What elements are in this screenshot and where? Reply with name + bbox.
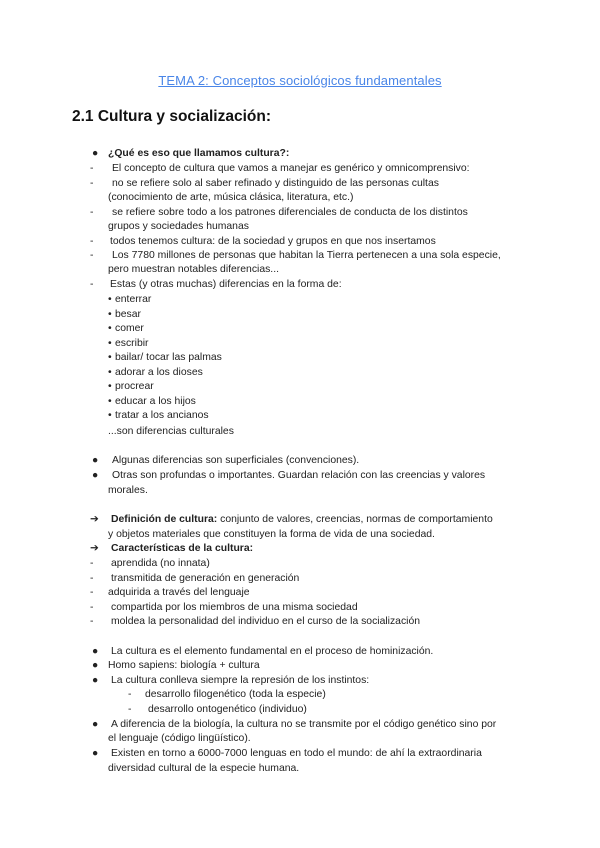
sub-list-item xyxy=(0,321,600,336)
list-item xyxy=(0,614,600,629)
bullet-marker: ● xyxy=(92,148,99,159)
sub-list-item-text: enterrar xyxy=(115,294,152,305)
definition-text: y objetos materiales que constituyen la forma de vida de una sociedad. xyxy=(108,529,435,540)
list-item-text: pero muestran notables diferencias... xyxy=(108,264,279,275)
sub-list-item-text: procrear xyxy=(115,381,154,392)
sub-list-item xyxy=(0,394,600,409)
sub-list-item xyxy=(0,365,600,380)
bullet-marker: ● xyxy=(92,748,99,759)
list-item xyxy=(0,746,600,761)
list-item-text: no se refiere solo al saber refinado y distinguido de las personas cultas xyxy=(112,178,439,189)
sub-list-item-text: desarrollo filogenético (toda la especie) xyxy=(145,689,326,700)
list-item xyxy=(0,161,600,176)
list-item-text: se refiere sobre todo a los patrones diferenciales de conducta de los distintos xyxy=(112,207,468,218)
sub-list-item-text: besar xyxy=(115,309,141,320)
definition-label: Definición de cultura: xyxy=(111,514,218,525)
question-heading: ¿Qué es eso que llamamos cultura?: xyxy=(108,148,290,159)
sub-list-item-text: desarrollo ontogenético (individuo) xyxy=(148,704,307,715)
dash-marker: - xyxy=(90,616,94,627)
small-bullet-marker: • xyxy=(108,294,112,305)
small-bullet-marker: • xyxy=(108,381,112,392)
list-item-text: diversidad cultural de la especie humana. xyxy=(108,763,300,774)
bullet-marker: ● xyxy=(92,470,99,481)
bullet-marker: ● xyxy=(92,455,99,466)
list-item-text: La cultura conlleva siempre la represión de los instintos: xyxy=(111,675,370,686)
small-bullet-marker: • xyxy=(108,323,112,334)
list-item xyxy=(0,541,600,556)
dash-marker: - xyxy=(90,279,94,290)
arrow-marker: ➔ xyxy=(90,514,99,525)
dash-marker: - xyxy=(90,250,94,261)
small-bullet-marker: • xyxy=(108,338,112,349)
list-item-continuation xyxy=(0,731,600,746)
list-item-text: morales. xyxy=(108,485,148,496)
list-item-text: el lenguaje (código lingüístico). xyxy=(108,733,251,744)
list-item-continuation xyxy=(0,262,600,277)
dash-marker: - xyxy=(90,163,94,174)
sub-list-item-text: escribir xyxy=(115,338,149,349)
list-item xyxy=(0,205,600,220)
list-item-text: Homo sapiens: biología + cultura xyxy=(108,660,260,671)
list-item xyxy=(0,600,600,615)
list-item xyxy=(0,658,600,673)
list-item-text: aprendida (no innata) xyxy=(111,558,210,569)
list-item-continuation xyxy=(0,761,600,776)
list-item-text: moldea la personalidad del individuo en el curso de la socialización xyxy=(111,616,421,627)
list-item xyxy=(0,556,600,571)
sub-list-item xyxy=(0,408,600,423)
sub-list-item xyxy=(0,702,600,717)
small-bullet-marker: • xyxy=(108,309,112,320)
bullet-marker: ● xyxy=(92,646,99,657)
list-item-text: La cultura es el elemento fundamental en el proceso de hominización. xyxy=(111,646,434,657)
list-item xyxy=(0,146,600,161)
sub-list-item-text: tratar a los ancianos xyxy=(115,410,209,421)
sub-list-item xyxy=(0,687,600,702)
list-item-text: Existen en torno a 6000-7000 lenguas en todo el mundo: de ahí la extraordinaria xyxy=(111,748,482,759)
list-item xyxy=(0,176,600,191)
dash-marker: - xyxy=(90,587,94,598)
sub-list-item-text: comer xyxy=(115,323,144,334)
dash-marker: - xyxy=(128,689,132,700)
list-item-continuation xyxy=(0,527,600,542)
document-title[interactable]: TEMA 2: Conceptos sociológicos fundamentales xyxy=(158,73,442,88)
list-item xyxy=(0,234,600,249)
sub-list-item xyxy=(0,336,600,351)
list-item-continuation xyxy=(0,424,600,439)
small-bullet-marker: • xyxy=(108,410,112,421)
sub-list-item xyxy=(0,292,600,307)
list-item xyxy=(0,585,600,600)
list-item xyxy=(0,453,600,468)
small-bullet-marker: • xyxy=(108,367,112,378)
list-item-text: transmitida de generación en generación xyxy=(111,573,300,584)
bullet-marker: ● xyxy=(92,719,99,730)
small-bullet-marker: • xyxy=(108,352,112,363)
list-item-continuation xyxy=(0,190,600,205)
list-item-text: Algunas diferencias son superficiales (convenciones). xyxy=(112,455,360,466)
list-item xyxy=(0,673,600,688)
list-item xyxy=(0,468,600,483)
sub-list-item xyxy=(0,307,600,322)
dash-marker: - xyxy=(90,602,94,613)
list-item-text: ...son diferencias culturales xyxy=(108,426,234,437)
list-item xyxy=(0,644,600,659)
list-item xyxy=(0,571,600,586)
sub-list-item-text: educar a los hijos xyxy=(115,396,196,407)
list-item-text: El concepto de cultura que vamos a manejar es genérico y omnicomprensivo: xyxy=(112,163,470,174)
characteristics-label: Características de la cultura: xyxy=(111,543,254,554)
list-item xyxy=(0,248,600,263)
list-item-text: Estas (y otras muchas) diferencias en la forma de: xyxy=(110,279,342,290)
dash-marker: - xyxy=(90,207,94,218)
list-item-text: compartida por los miembros de una misma sociedad xyxy=(111,602,358,613)
dash-marker: - xyxy=(90,236,94,247)
dash-marker: - xyxy=(90,178,94,189)
section-heading: 2.1 Cultura y socialización: xyxy=(72,108,271,125)
list-item-text: Otras son profundas o importantes. Guardan relación con las creencias y valores xyxy=(112,470,486,481)
list-item xyxy=(0,717,600,732)
list-item-continuation xyxy=(0,219,600,234)
dash-marker: - xyxy=(90,558,94,569)
bullet-marker: ● xyxy=(92,660,99,671)
list-item xyxy=(0,277,600,292)
list-item-continuation xyxy=(0,483,600,498)
dash-marker: - xyxy=(128,704,132,715)
sub-list-item xyxy=(0,379,600,394)
bullet-marker: ● xyxy=(92,675,99,686)
arrow-marker: ➔ xyxy=(90,543,99,554)
sub-list-item-text: bailar/ tocar las palmas xyxy=(115,352,222,363)
list-item-text: grupos y sociedades humanas xyxy=(108,221,249,232)
list-item-text: adquirida a través del lenguaje xyxy=(108,587,250,598)
list-item-text: Los 7780 millones de personas que habitan la Tierra pertenecen a una sola especie, xyxy=(112,250,501,261)
list-item-text: (conocimiento de arte, música clásica, literatura, etc.) xyxy=(108,192,354,203)
list-item xyxy=(0,512,600,527)
list-item-text: A diferencia de la biología, la cultura no se transmite por el código genético sino por xyxy=(111,719,497,730)
sub-list-item xyxy=(0,350,600,365)
definition-text: conjunto de valores, creencias, normas de comportamiento xyxy=(217,514,493,525)
small-bullet-marker: • xyxy=(108,396,112,407)
sub-list-item-text: adorar a los dioses xyxy=(115,367,203,378)
list-item-text: todos tenemos cultura: de la sociedad y grupos en que nos insertamos xyxy=(110,236,436,247)
dash-marker: - xyxy=(90,573,94,584)
